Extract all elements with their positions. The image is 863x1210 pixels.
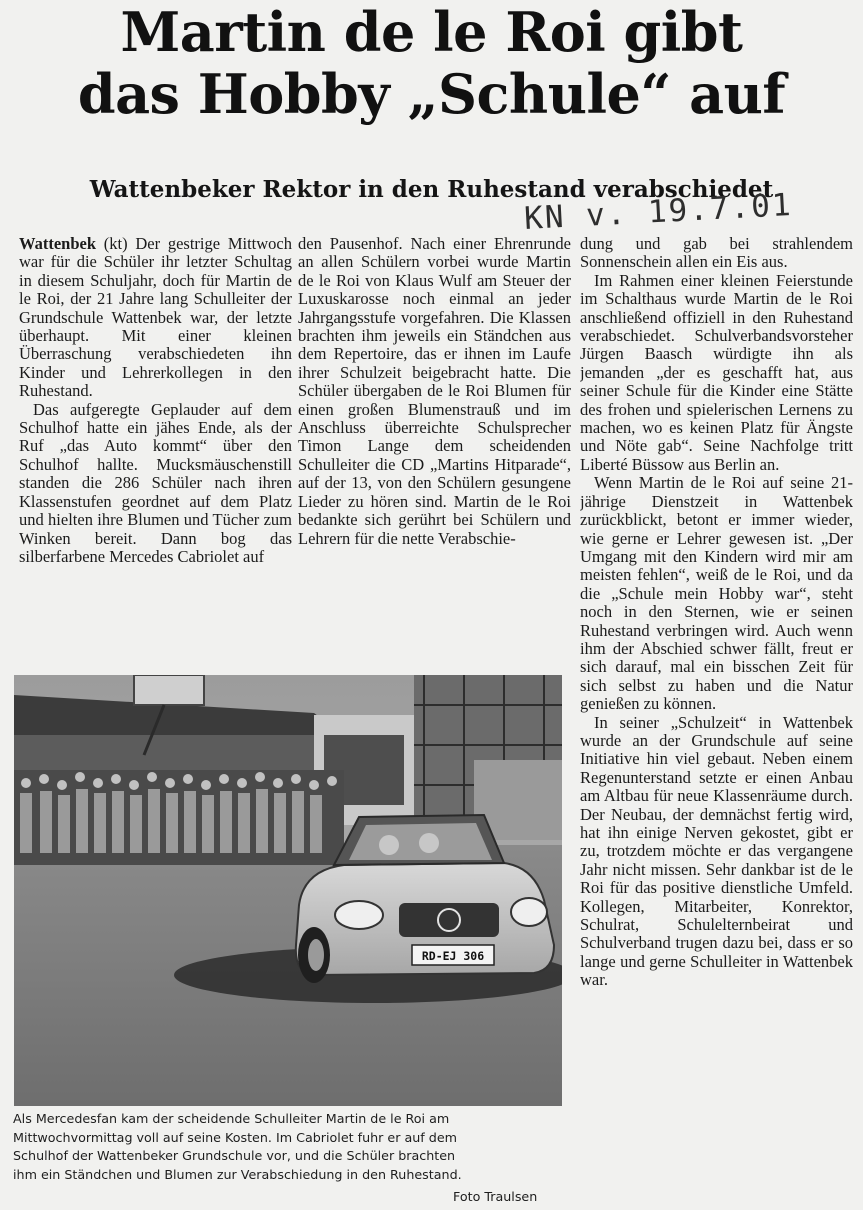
- article-column-1: [19, 235, 292, 671]
- headline-line-1: Martin de le Roi gibt: [120, 0, 743, 64]
- dateline: Wattenbek: [19, 235, 97, 253]
- paragraph-2: Das aufgeregte Geplauder auf dem Schulhof hatte ein jähes Ende, als der Ruf „das Auto kommt“ über den Schulhof hallte. Mucksmäuschenstill standen die 286 Schüler nach ihren Klassenstufen geordnet auf dem Platz und hielten ihre Blumen und Tücher zum Winken bereit. Dann bog das silberfarbene Mercedes Cabriolet auf: [19, 399, 292, 566]
- subheadline: Wattenbeker Rektor in den Ruhestand verabschiedet: [89, 176, 774, 203]
- news-photo: [14, 675, 562, 1106]
- photo-credit: Foto Traulsen: [453, 1189, 538, 1204]
- paragraph-1-text: (kt) Der gestrige Mittwoch war für die Schüler ihr letzter Schultag in diesem Schuljahr, doch für Martin de le Roi, der 21 Jahre lang Schulleiter der Grundschule Wattenbek war, der letzte überhaupt. Mit einer kleinen Überraschung verabschiedeten ihn Kinder und Lehrerkollegen in den Ruhestand.: [19, 235, 292, 401]
- caption-line-2: Mittwochvormittag voll auf seine Kosten. Im Cabriolet fuhr er auf dem: [13, 1129, 458, 1145]
- license-plate: RD-EJ 306: [421, 949, 485, 963]
- article-column-3: [580, 235, 853, 1210]
- paragraph-5: Im Rahmen einer kleinen Feierstunde im Schalthaus wurde Martin de le Roi anschließend offiziell in den Ruhestand verabschiedet. Schulverbandsvorsteher Jürgen Baasch würdigte ihn als jemanden „der es geschafft hat, aus seiner Schule für die Kinder eine Stätte des frohen und spielerischen Lernens zu machen, wo es keinen Platz für Ängste und Nöte gab“. Seine Nachfolge tritt Liberté Büssow aus Berlin an.: [580, 270, 853, 474]
- article-column-2: [298, 235, 571, 671]
- paragraph-4: dung und gab bei strahlendem Sonnenschein allen ein Eis aus.: [580, 235, 853, 272]
- caption-line-3: Schulhof der Wattenbeker Grundschule vor, und die Schüler brachten: [13, 1148, 456, 1163]
- caption-line-4: ihm ein Ständchen und Blumen zur Verabschiedung in den Ruhestand.: [13, 1166, 462, 1182]
- handwritten-date-note: KN v. 19.7.01: [523, 186, 794, 238]
- paragraph-1: [19, 235, 292, 401]
- photo-caption: [13, 1110, 566, 1184]
- paragraph-7: In seiner „Schulzeit“ in Wattenbek wurde an der Grundschule auf seine Initiative hin viel gebaut. Neben einem Regenunterstand setzte er einen Anbau am Altbau für neue Klassenräume durch. Der Neubau, der demnächst fertig wird, hat ihn einige Nerven gekostet, gibt er zu, trotzdem möchte er das vergangene Jahr nicht missen. Sehr dankbar ist de le Roi für das positive dienstliche Umfeld. Kollegen, Mitarbeiter, Konrektor, Schulrat, Schulelternbeirat und Schulverband trugen dazu bei, dass er so lange und gerne Schulleiter in Wattenbek war.: [580, 712, 853, 990]
- headline: [0, 2, 863, 125]
- paragraph-6: Wenn Martin de le Roi auf seine 21-jährige Dienstzeit in Wattenbek zurückblickt, betont er immer wieder, wie gerne er Lehrer gewesen ist. „Der Umgang mit den Kindern wird mir am meisten fehlen“, weiß de le Roi, und da die „Schule mein Hobby war“, steht noch in den Sternen, wie er seinen Ruhestand verbringen wird. Auch wenn ihm der Abschied schwer fällt, freut er sich darauf, mal ein bisschen Zeit für sich selbst zu haben und die Natur genießen zu können.: [580, 473, 853, 714]
- paragraph-3: den Pausenhof. Nach einer Ehrenrunde an allen Schülern vorbei wurde Martin de le Roi von Klaus Wulf am Steuer der Luxuskarosse noch einmal an jeder Jahrgangsstufe vorgefahren. Die Klassen brachten ihm jeweils ein Ständchen aus dem Repertoire, das er ihnen im Laufe ihrer Schulzeit beigebracht hatte. Die Schüler übergaben de le Roi Blumen für einen großen Blumenstrauß und im Anschluss überreichte Schulsprecher Timon Lange dem scheidenden Schulleiter die CD „Martins Hitparade“, auf der 13, von den Schülern gesungene Lieder zu hören sind. Martin de le Roi bedankte sich gerührt bei Schülern und Lehrern für die nette Verabschie-: [298, 235, 571, 548]
- caption-line-1: Als Mercedesfan kam der scheidende Schulleiter Martin de le Roi am: [13, 1111, 450, 1126]
- headline-line-2: das Hobby „Schule“ auf: [77, 61, 786, 126]
